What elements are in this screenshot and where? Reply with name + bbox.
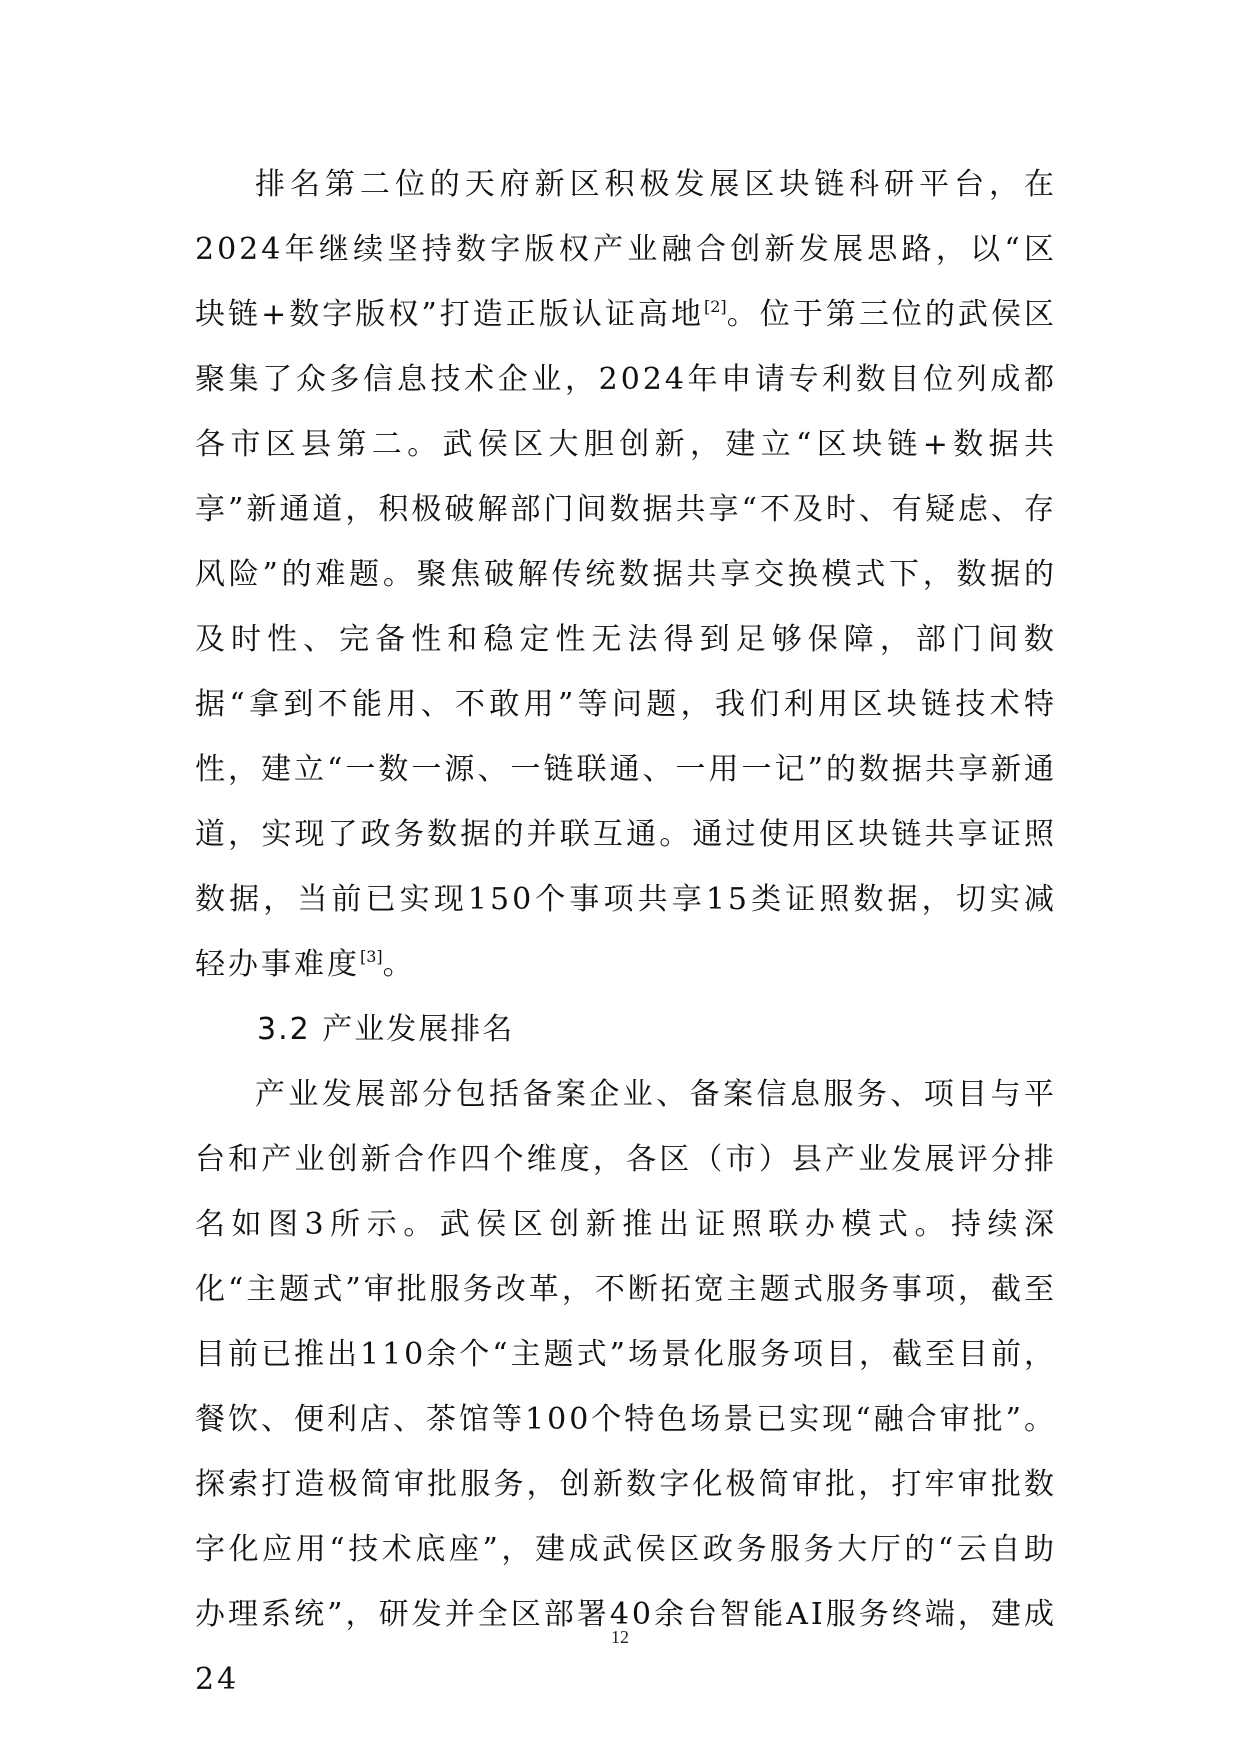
- citation-3: [3]: [360, 947, 383, 966]
- paragraph-1-continued: 。位于第三位的武侯区聚集了众多信息技术企业，2024年申请专利数目位列成都各市区县第二。武侯区大胆创新，建立“区块链+数据共享”新通道，积极破解部门间数据共享“不及时、有疑虑、存风险”的难题。聚焦破解传统数据共享交换模式下，数据的及时性、完备性和稳定性无法得到足够保障，部门间数据“拿到不能用、不敢用”等问题，我们利用区块链技术特性，建立“一数一源、一链联通、一用一记”的数据共享新通道，实现了政务数据的并联互通。通过使用区块链共享证照数据，当前已实现150个事项共享15类证照数据，切实减轻办事难度: [195, 297, 1057, 982]
- page-number: 12: [611, 1627, 629, 1647]
- paragraph-2: 产业发展部分包括备案企业、备案信息服务、项目与平台和产业创新合作四个维度，各区（市）县产业发展评分排名如图3所示。武侯区创新推出证照联办模式。持续深化“主题式”审批服务改革，不断拓宽主题式服务事项，截至目前已推出110余个“主题式”场景化服务项目，截至目前，餐饮、便利店、茶馆等100个特色场景已实现“融合审批”。探索打造极简审批服务，创新数字化极简审批，打牢审批数字化应用“技术底座”，建成武侯区政务服务大厅的“云自助办理系统”，研发并全区部署40余台智能AI服务终端，建成24: [195, 1077, 1057, 1697]
- body-text: [195, 152, 1057, 1712]
- paragraph-1-text: 排名第二位的天府新区积极发展区块链科研平台，在2024年继续坚持数字版权产业融合创新发展思路，以“区块链+数字版权”打造正版认证高地: [195, 167, 1057, 332]
- section-heading: 3.2 产业发展排名: [257, 1012, 515, 1047]
- paragraph-1: [195, 152, 1057, 997]
- citation-2: [2]: [704, 297, 727, 316]
- paragraph-1-end: 。: [382, 947, 416, 982]
